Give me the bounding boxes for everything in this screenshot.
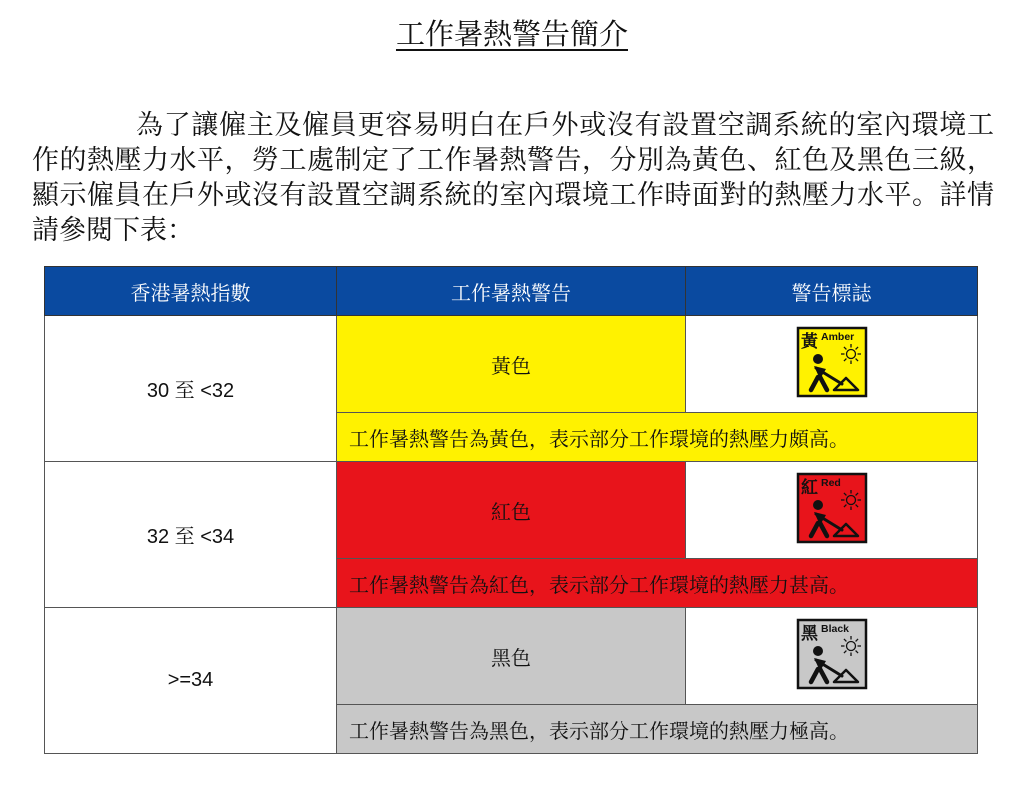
warning-level-cell: 黑色 [337, 608, 686, 705]
sign-label: Red [820, 476, 841, 489]
sign-label: Black [820, 622, 849, 635]
page-title: 工作暑熱警告簡介 [395, 17, 628, 51]
header-work-warning: 工作暑熱警告 [337, 267, 686, 316]
warning-sign-cell [686, 462, 978, 559]
warning-sign-cell [686, 608, 978, 705]
table-row [45, 462, 978, 559]
intro-paragraph: 為了讓僱主及僱員更容易明白在戶外或沒有設置空調系統的室內環境工作的熱壓力水平，勞工處制定了工作暑熱警告，分別為黃色、紅色及黑色三級，顯示僱員在戶外或沒有設置空調系統的室內環境工作時面對的熱壓力水平。詳情請參閱下表： [32, 110, 994, 246]
sign-char: 紅 [800, 477, 818, 498]
header-heat-index: 香港暑熱指數 [45, 267, 337, 316]
amber-warning-sign-icon [796, 326, 868, 403]
heat-index-cell: >=34 [45, 608, 337, 754]
warning-description: 工作暑熱警告為黑色，表示部分工作環境的熱壓力極高。 [337, 705, 978, 754]
warning-description: 工作暑熱警告為黃色，表示部分工作環境的熱壓力頗高。 [337, 413, 978, 462]
table-row [45, 608, 978, 705]
black-warning-sign-icon [796, 618, 868, 695]
sign-graphic [796, 618, 868, 690]
sign-graphic [796, 326, 868, 398]
red-warning-sign-icon [796, 472, 868, 549]
heat-index-cell: 30 至 <32 [45, 316, 337, 462]
warning-sign-cell [686, 316, 978, 413]
table-row [45, 316, 978, 413]
sign-label: Amber [820, 330, 854, 343]
sign-char: 黑 [800, 623, 818, 644]
heat-index-cell: 32 至 <34 [45, 462, 337, 608]
warning-level-cell: 黃色 [337, 316, 686, 413]
heat-warning-table [44, 266, 978, 754]
sign-char: 黃 [800, 331, 818, 352]
sign-graphic [796, 472, 868, 544]
table-header-row [45, 267, 978, 316]
header-warning-sign: 警告標誌 [686, 267, 978, 316]
warning-description: 工作暑熱警告為紅色，表示部分工作環境的熱壓力甚高。 [337, 559, 978, 608]
warning-level-cell: 紅色 [337, 462, 686, 559]
